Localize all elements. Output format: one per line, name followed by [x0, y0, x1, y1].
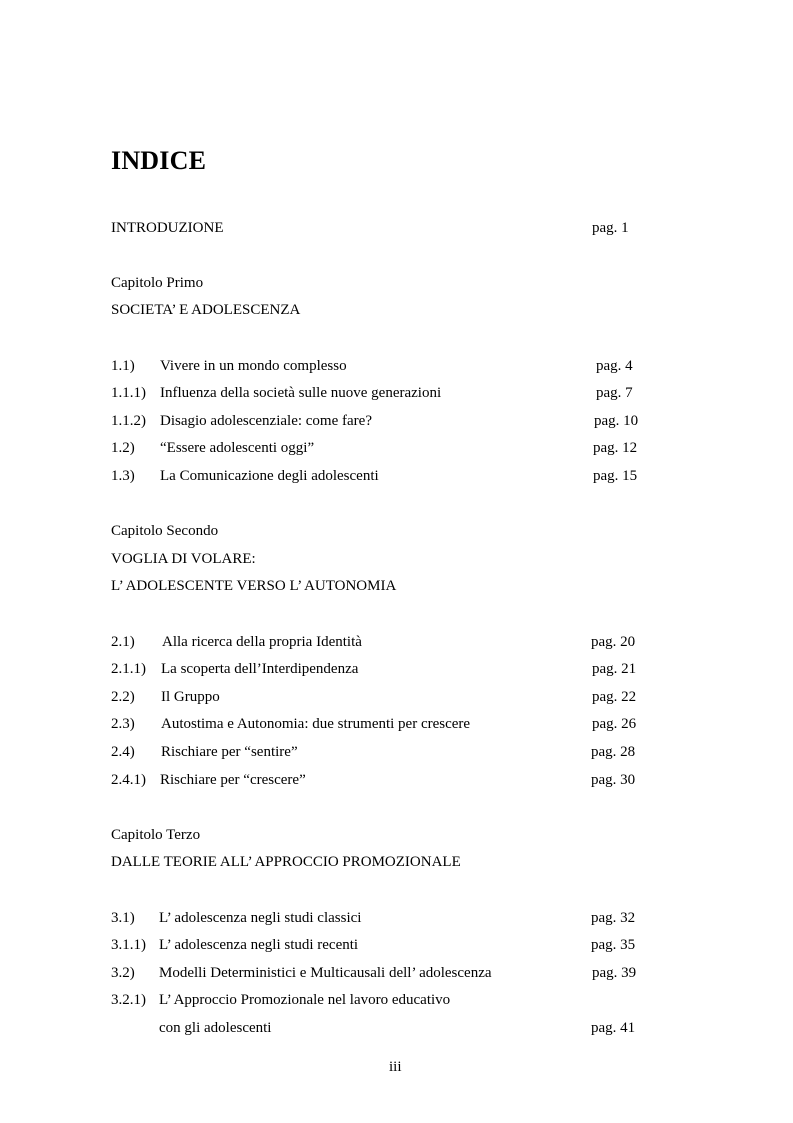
- toc-entry-label: Disagio adolescenziale: come fare?: [160, 413, 372, 429]
- chapter-2-kicker: Capitolo Secondo: [111, 523, 219, 539]
- toc-entry-number: 2.1): [111, 634, 135, 650]
- page-title: INDICE: [111, 146, 207, 175]
- toc-entry-label-continued: con gli adolescenti: [159, 1020, 272, 1036]
- chapter-1-kicker: Capitolo Primo: [111, 275, 204, 291]
- toc-entry-page: pag. 4: [596, 358, 633, 374]
- toc-entry-page: pag. 22: [592, 689, 637, 705]
- toc-entry-page: pag. 21: [592, 661, 637, 677]
- toc-entry-number: 1.1.2): [111, 413, 146, 429]
- toc-entry-label: L’ adolescenza negli studi classici: [159, 910, 362, 926]
- toc-entry-label: La scoperta dell’Interdipendenza: [161, 661, 359, 677]
- toc-entry-page: pag. 39: [592, 965, 637, 981]
- toc-entry-number: 2.1.1): [111, 661, 146, 677]
- toc-entry-page: pag. 30: [591, 772, 636, 788]
- chapter-3-title: DALLE TEORIE ALL’ APPROCCIO PROMOZIONALE: [111, 854, 461, 870]
- toc-intro-page: pag. 1: [592, 220, 629, 236]
- toc-entry-page: pag. 7: [596, 385, 633, 401]
- toc-entry-number: 3.2.1): [111, 992, 146, 1008]
- toc-entry-number: 3.1): [111, 910, 135, 926]
- toc-entry-label: Autostima e Autonomia: due strumenti per crescere: [161, 716, 471, 732]
- chapter-2-title: VOGLIA DI VOLARE:: [111, 551, 256, 567]
- toc-entry-label: Vivere in un mondo complesso: [160, 358, 347, 374]
- toc-entry-number: 1.1): [111, 358, 135, 374]
- toc-entry-label: L’ Approccio Promozionale nel lavoro educativo: [159, 992, 451, 1008]
- toc-entry-label: L’ adolescenza negli studi recenti: [159, 937, 359, 953]
- toc-entry-label: Rischiare per “sentire”: [161, 744, 298, 760]
- toc-entry-label: Alla ricerca della propria Identità: [162, 634, 362, 650]
- toc-entry-page: pag. 41: [591, 1020, 636, 1036]
- toc-entry-label: “Essere adolescenti oggi”: [160, 440, 315, 456]
- toc-entry-page: pag. 26: [592, 716, 637, 732]
- toc-entry-number: 1.3): [111, 468, 135, 484]
- toc-entry-label: Il Gruppo: [161, 689, 220, 705]
- toc-entry-number: 2.4.1): [111, 772, 146, 788]
- toc-entry-page: pag. 15: [593, 468, 638, 484]
- toc-entry-number: 3.1.1): [111, 937, 146, 953]
- toc-entry-page: pag. 35: [591, 937, 636, 953]
- chapter-2-title: L’ ADOLESCENTE VERSO L’ AUTONOMIA: [111, 578, 397, 594]
- toc-entry-label: La Comunicazione degli adolescenti: [160, 468, 379, 484]
- toc-entry-number: 3.2): [111, 965, 135, 981]
- toc-entry-number: 2.3): [111, 716, 135, 732]
- toc-intro-label: INTRODUZIONE: [111, 220, 224, 236]
- toc-entry-label: Rischiare per “crescere”: [160, 772, 306, 788]
- toc-entry-number: 1.2): [111, 440, 135, 456]
- chapter-1-title: SOCIETA’ E ADOLESCENZA: [111, 302, 301, 318]
- toc-entry-number: 1.1.1): [111, 385, 146, 401]
- toc-entry-number: 2.4): [111, 744, 135, 760]
- page-number: iii: [389, 1059, 402, 1075]
- toc-entry-label: Modelli Deterministici e Multicausali dell’ adolescenza: [159, 965, 492, 981]
- toc-entry-page: pag. 10: [594, 413, 639, 429]
- toc-entry-page: pag. 20: [591, 634, 636, 650]
- toc-entry-number: 2.2): [111, 689, 135, 705]
- toc-entry-label: Influenza della società sulle nuove generazioni: [160, 385, 442, 401]
- toc-entry-page: pag. 12: [593, 440, 638, 456]
- chapter-3-kicker: Capitolo Terzo: [111, 827, 201, 843]
- toc-entry-page: pag. 28: [591, 744, 636, 760]
- toc-entry-page: pag. 32: [591, 910, 636, 926]
